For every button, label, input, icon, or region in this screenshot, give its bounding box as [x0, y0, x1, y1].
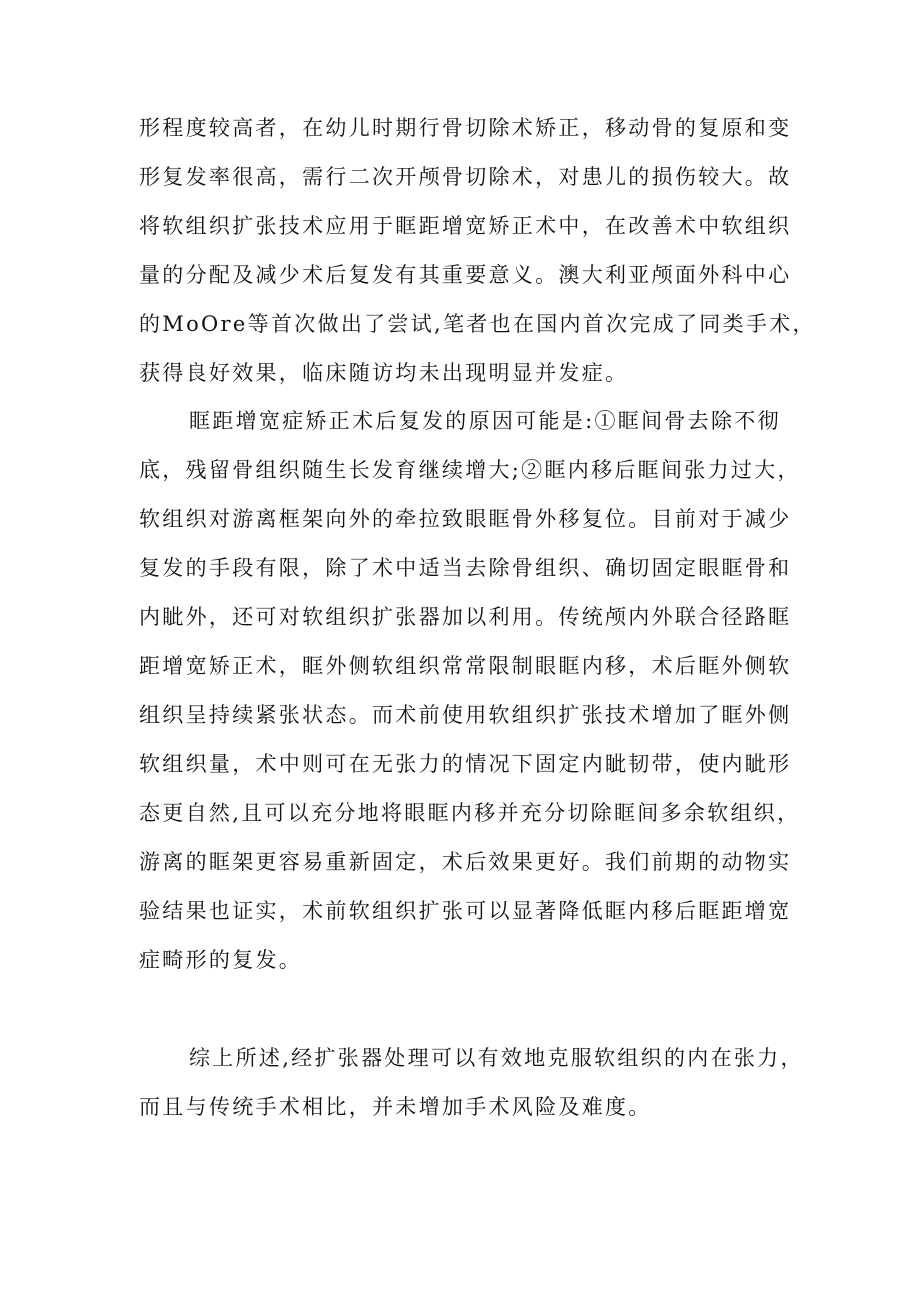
text-line: 形复发率很高，需行二次开颅骨切除术，对患儿的损伤较大。故 — [139, 165, 792, 189]
text-line: 的MoOre等首次做出了尝试,笔者也在国内首次完成了同类手术， — [139, 312, 816, 336]
text-line: 复发的手段有限，除了术中适当去除骨组织、确切固定眼眶骨和 — [139, 556, 792, 580]
text-line: 距增宽矫正术，眶外侧软组织常常限制眼眶内移，术后眶外侧软 — [139, 654, 792, 678]
text-line: 综上所述,经扩张器处理可以有效地克服软组织的内在张力， — [189, 1046, 804, 1070]
paragraph-3 — [139, 1034, 804, 1132]
text-line: 量的分配及减少术后复发有其重要意义。澳大利亚颅面外科中心 — [139, 263, 792, 287]
text-line: 内眦外，还可对软组织扩张器加以利用。传统颅内外联合径路眶 — [139, 605, 792, 629]
text-line: 软组织量，术中则可在无张力的情况下固定内眦韧带，使内眦形 — [139, 752, 792, 776]
text-line: 症畸形的复发。 — [139, 948, 303, 972]
paragraph-2 — [139, 397, 801, 985]
text-line: 验结果也证实，术前软组织扩张可以显著降低眶内移后眶距增宽 — [139, 899, 792, 923]
text-line: 底，残留骨组织随生长发育继续增大;②眶内移后眶间张力过大， — [139, 458, 801, 482]
text-line: 游离的眶架更容易重新固定，术后效果更好。我们前期的动物实 — [139, 850, 792, 874]
paragraph-1 — [139, 104, 816, 398]
text-line: 将软组织扩张技术应用于眶距增宽矫正术中，在改善术中软组织 — [139, 214, 792, 238]
text-line: 组织呈持续紧张状态。而术前使用软组织扩张技术增加了眶外侧 — [139, 703, 792, 727]
text-line: 态更自然,且可以充分地将眼眶内移并充分切除眶间多余软组织， — [139, 801, 801, 825]
text-line: 形程度较高者，在幼儿时期行骨切除术矫正，移动骨的复原和变 — [139, 116, 792, 140]
text-line: 而且与传统手术相比，并未增加手术风险及难度。 — [139, 1095, 652, 1119]
text-line: 眶距增宽症矫正术后复发的原因可能是:①眶间骨去除不彻 — [189, 409, 781, 433]
text-line: 软组织对游离框架向外的牵拉致眼眶骨外移复位。目前对于减少 — [139, 507, 792, 531]
text-line: 获得良好效果，临床随访均未出现明显并发症。 — [139, 361, 629, 385]
